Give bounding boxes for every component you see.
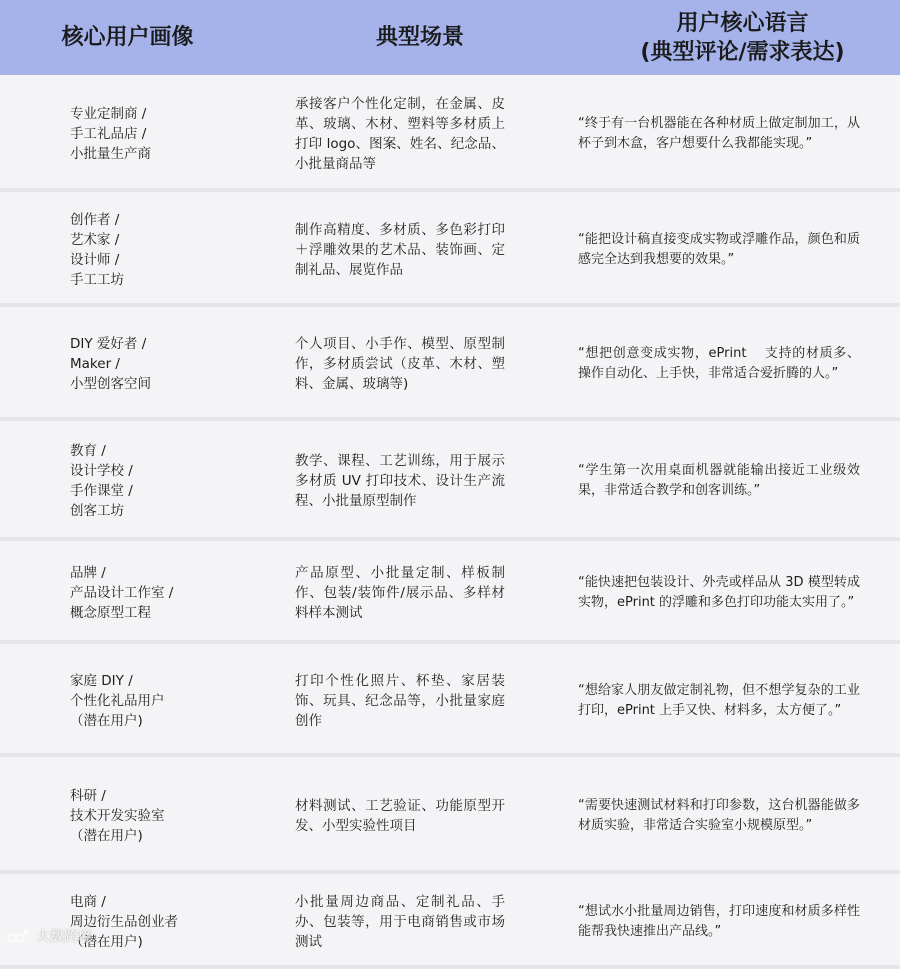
persona-line: 小批量生产商 (70, 145, 151, 162)
persona-line: 技术开发实验室 (70, 807, 165, 824)
persona-cell (70, 334, 240, 394)
table-row (0, 541, 900, 644)
persona-line: 科研 / (70, 787, 106, 804)
quote-cell: “能快速把包装设计、外壳或样品从 3D 模型转成实物，ePrint 的浮雕和多色打印功能太实用了。” (578, 574, 860, 610)
table-row (0, 757, 900, 874)
header-scene: 典型场景 (375, 25, 464, 50)
persona-line: Maker / (70, 356, 120, 372)
quote-cell: “想给家人朋友做定制礼物，但不想学复杂的工业打印，ePrint 上手又快、材料多，太方便了。” (578, 682, 860, 718)
persona-cell (70, 786, 240, 846)
persona-line: 产品设计工作室 / (70, 584, 174, 601)
quote-cell: “学生第一次用桌面机器就能输出接近工业级效果，非常适合教学和创客训练。” (578, 463, 860, 498)
scene-cell: 个人项目、小手作、模型、原型制作，多材质尝试（皮革、木材、塑料、金属、玻璃等) (295, 336, 505, 392)
persona-line: 小型创客空间 (70, 376, 151, 392)
persona-line: 周边衍生品创业者 (70, 913, 178, 930)
persona-line: 手工礼品店 / (70, 125, 147, 142)
watermark-text: 大数跨境 (36, 929, 92, 945)
persona-line: 专业定制商 / (70, 105, 147, 122)
scene-cell: 小批量周边商品、定制礼品、手办、包装等，用于电商销售或市场测试 (295, 893, 505, 950)
persona-line: 手工工坊 (70, 271, 124, 288)
scene-cell: 制作高精度、多材质、多色彩打印＋浮雕效果的艺术品、装饰画、定制礼品、展览作品 (295, 221, 505, 278)
header-quote (585, 9, 900, 67)
persona-cell (70, 441, 240, 521)
persona-line: 家庭 DIY / (70, 672, 133, 689)
table-row (0, 874, 900, 969)
table-row (0, 421, 900, 541)
persona-line: 艺术家 / (70, 231, 120, 248)
persona-line: 手作课堂 / (70, 483, 133, 499)
header-quote-line2: (典型评论/需求表达) (640, 39, 845, 65)
persona-line: （潜在用户) (70, 712, 143, 729)
persona-line: 创客工坊 (70, 503, 124, 519)
header-persona: 核心用户画像 (61, 25, 194, 50)
persona-line: （潜在用户) (70, 933, 143, 950)
table-header (0, 0, 900, 75)
quote-cell: “需要快速测试材料和打印参数，这台机器能做多材质实验，非常适合实验室小规模原型。” (578, 797, 860, 833)
watermark (6, 926, 92, 946)
scene-cell: 材料测试、工艺验证、功能原型开发、小型实验性项目 (295, 797, 505, 834)
quote-cell: “想把创意变成实物，ePrint 支持的材质多、操作自动化、上手快，非常适合爱折腾的人。” (578, 346, 860, 381)
table-row (0, 644, 900, 757)
quote-cell: “能把设计稿直接变成实物或浮雕作品，颜色和质感完全达到我想要的效果。” (578, 231, 860, 267)
persona-cell (70, 892, 240, 952)
quote-cell: “终于有一台机器能在各种材质上做定制加工，从杯子到木盒，客户想要什么我都能实现。” (578, 115, 860, 151)
scene-cell: 打印个性化照片、杯垫、家居装饰、玩具、纪念品等，小批量家庭创作 (295, 672, 505, 729)
persona-line: 创作者 / (70, 211, 120, 228)
persona-cell (70, 104, 240, 164)
header-quote-line1: 用户核心语言 (676, 10, 809, 36)
table-row (0, 192, 900, 307)
persona-line: 电商 / (70, 893, 106, 910)
persona-cell (70, 210, 240, 290)
table-body (0, 75, 900, 969)
table-row (0, 75, 900, 192)
persona-line: 设计师 / (70, 251, 120, 268)
persona-cell (70, 563, 240, 623)
watermark-logo-icon (6, 926, 32, 946)
persona-line: 设计学校 / (70, 463, 133, 479)
scene-cell: 产品原型、小批量定制、样板制作、包装/装饰件/展示品、多样材料样本测试 (295, 564, 505, 621)
persona-line: （潜在用户) (70, 827, 143, 844)
persona-line: 概念原型工程 (70, 604, 151, 621)
persona-cell (70, 671, 240, 731)
quote-cell: “想试水小批量周边销售，打印速度和材质多样性能帮我快速推出产品线。” (578, 903, 860, 939)
table-row (0, 307, 900, 421)
scene-cell: 承接客户个性化定制，在金属、皮革、玻璃、木材、塑料等多材质上打印 logo、图案、姓名、纪念品、小批量商品等 (295, 95, 505, 172)
persona-line: 教育 / (70, 443, 106, 459)
persona-line: 个性化礼品用户 (70, 692, 165, 709)
scene-cell: 教学、课程、工艺训练，用于展示多材质 UV 打印技术、设计生产流程、小批量原型制作 (295, 453, 505, 509)
persona-line: 品牌 / (70, 564, 106, 581)
persona-line: DIY 爱好者 / (70, 336, 147, 352)
